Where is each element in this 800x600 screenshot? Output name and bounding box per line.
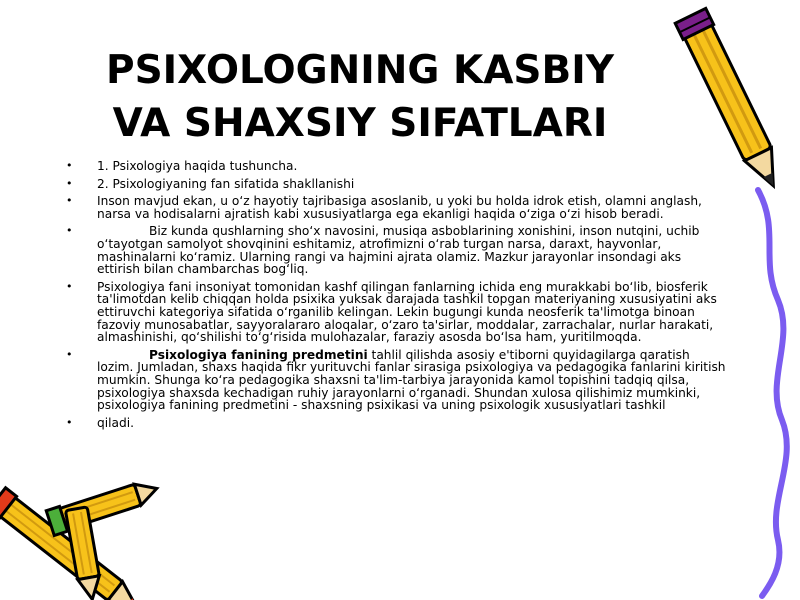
list-item-text: Biz kunda qushlarning sho‘x navosini, musiqa asboblarining xonishini, inson nutqini, uchib o‘tayotgan samolyot shovqinini eshitamiz, atrofimizni o‘rab turgan narsa, daraxt, hayvonlar, mashinalarni ko‘ramiz. Ularning rangi va hajmini ajrata olamiz. Mazkur jarayonlar insondagi aks ettirish bilan chambarchas bog‘liq.: [97, 224, 700, 277]
list-item-text: Psixologiya fani insoniyat tomonidan kashf qilingan fanlarning ichida eng murakkabi bo‘lib, biosferik ta'limotdan kelib chiqqan holda psixika yuksak darajada tashkil topgan materiyaning xususiyatini aks ettiruvchi kategoriya sifatida o‘rganilib kelingan. Lekin bugungi kunda neosferik ta'limotga binoan fazoviy munosabatlar, sayyoralararo aloqalar, o‘zaro ta'sirlar, moddalar, zarrachalar, nurlar harakati, almashinishi, qo‘shilishi to‘g‘risida mulohazalar, faraziy asosda bo‘lsa ham, yuritilmoqda.: [97, 279, 717, 345]
pencil-icon: [675, 8, 788, 193]
bullet-icon: •: [66, 224, 73, 238]
bullet-icon: •: [66, 415, 73, 429]
list-item: [66, 178, 726, 191]
bullet-icon: •: [66, 176, 73, 190]
slide-title: [60, 44, 660, 150]
list-item: [66, 349, 726, 412]
list-item: [66, 160, 726, 173]
list-item-text: 1. Psixologiya haqida tushuncha.: [97, 159, 298, 173]
bullet-list: [66, 160, 726, 434]
list-item: [66, 195, 726, 220]
list-item-bold-text: Psixologiya fanining predmetini: [149, 347, 368, 362]
bullet-icon: •: [66, 159, 73, 172]
list-item-text: tahlil qilishda asosiy e'tiborni quyidagilarga qaratish lozim. Jumladan, shaxs haqida fikr yurituvchi fanlar sirasiga psixologiya va pedagogika fanlarini kiritish mumkin. Shunga ko‘ra pedagogika shaxsni ta'lim-tarbiya jarayonida kamol topishini tadqiq qilsa, psixologiya shaxsda kechadigan ruhiy jarayonlarni o‘rganadi. Shundan xulosa qilishimiz mumkinki, psixologiya fanining predmetini - shaxsning psixikasi va uning psixologik xususiyatlari tashkil: [97, 347, 726, 413]
list-item-text: Inson mavjud ekan, u o‘z hayotiy tajribasiga asoslanib, u yoki bu holda idrok etish, olamni anglash, narsa va hodisalarni ajratish kabi xususiyatlarga ega ekanligi haqida o‘ziga o‘zi hisob beradi.: [97, 194, 702, 221]
title-line-1: PSIXOLOGNING KASBIY: [106, 48, 614, 93]
list-item-text: qiladi.: [97, 415, 134, 430]
pencil-icon: [46, 478, 161, 535]
list-item-text: 2. Psixologiyaning fan sifatida shakllanishi: [97, 176, 355, 191]
swirl-line: [758, 190, 787, 596]
title-line-2: VA SHAXSIY SIFATLARI: [112, 101, 608, 146]
list-item: [66, 417, 726, 430]
list-item: [66, 225, 726, 275]
list-item: [66, 281, 726, 344]
bullet-icon: •: [66, 347, 73, 361]
pencil-swirl-icon: [660, 0, 800, 600]
bullet-icon: •: [66, 194, 73, 208]
bullet-icon: •: [66, 279, 73, 293]
crossed-pencils-icon: [0, 478, 170, 600]
